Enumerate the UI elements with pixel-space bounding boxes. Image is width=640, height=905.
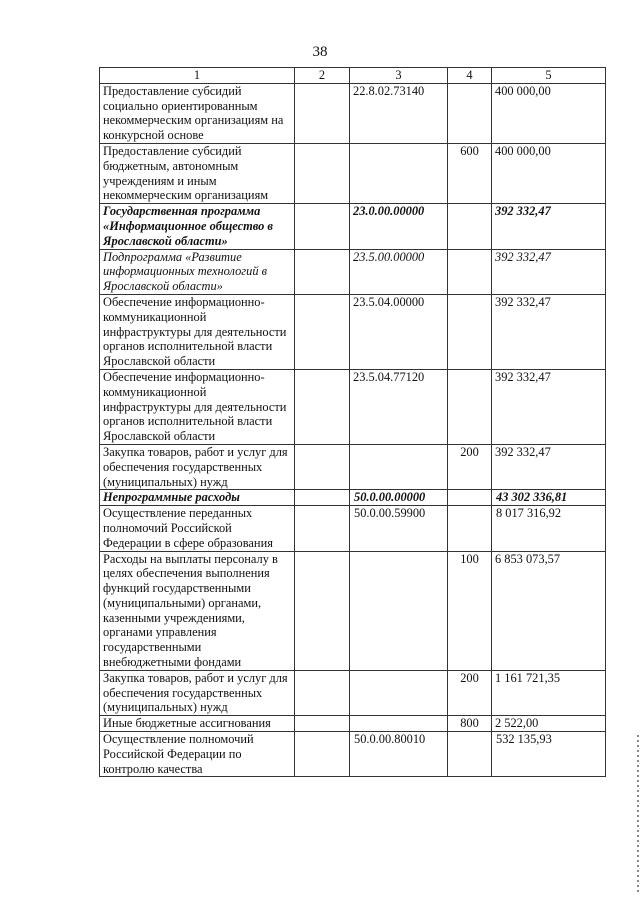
row-name-cell: Закупка товаров, работ и услуг для обеспечения государственных (муниципальных) нужд <box>100 444 295 489</box>
row-col2-cell <box>295 369 350 444</box>
row-name-cell: Предоставление субсидий социально ориентированным некоммерческим организациям на конкурсной основе <box>100 83 295 143</box>
row-col2-cell <box>295 204 350 249</box>
table-row <box>100 732 606 777</box>
column-header: 5 <box>492 68 606 84</box>
row-col2-cell <box>295 249 350 294</box>
table-header-row <box>100 68 606 84</box>
row-code-cell: 50.0.00.80010 <box>350 732 448 777</box>
row-col2-cell <box>295 83 350 143</box>
scan-edge-mark <box>637 735 639 895</box>
row-col2-cell <box>295 490 350 506</box>
row-name-cell: Обеспечение информационно-коммуникационной инфраструктуры для деятельности органов исполнительной власти Ярославской области <box>100 294 295 369</box>
table-row <box>100 506 606 551</box>
row-code-cell <box>350 551 448 670</box>
row-code-cell <box>350 444 448 489</box>
table-row <box>100 83 606 143</box>
row-name-cell: Подпрограмма «Развитие информационных технологий в Ярославской области» <box>100 249 295 294</box>
row-code-cell: 23.0.00.00000 <box>350 204 448 249</box>
row-code-cell <box>350 716 448 732</box>
row-code-cell: 23.5.00.00000 <box>350 249 448 294</box>
column-header: 3 <box>350 68 448 84</box>
row-type-cell <box>448 506 492 551</box>
row-col2-cell <box>295 732 350 777</box>
row-amount-cell: 1 161 721,35 <box>492 670 606 715</box>
row-col2-cell <box>295 670 350 715</box>
row-name-cell: Предоставление субсидий бюджетным, автономным учреждениям и иным некоммерческим организациям <box>100 143 295 203</box>
page-number: 38 <box>312 44 328 60</box>
table-row <box>100 670 606 715</box>
row-type-cell <box>448 732 492 777</box>
row-amount-cell: 392 332,47 <box>492 204 606 249</box>
row-name-cell: Закупка товаров, работ и услуг для обеспечения государственных (муниципальных) нужд <box>100 670 295 715</box>
table-row <box>100 444 606 489</box>
row-amount-cell: 2 522,00 <box>492 716 606 732</box>
row-amount-cell: 532 135,93 <box>492 732 606 777</box>
column-header: 4 <box>448 68 492 84</box>
row-code-cell: 50.0.00.59900 <box>350 506 448 551</box>
row-amount-cell: 400 000,00 <box>492 83 606 143</box>
row-type-cell: 200 <box>448 444 492 489</box>
table-body <box>100 83 606 777</box>
row-code-cell: 50.0.00.00000 <box>350 490 448 506</box>
row-col2-cell <box>295 143 350 203</box>
row-type-cell <box>448 369 492 444</box>
table-row <box>100 716 606 732</box>
row-type-cell: 600 <box>448 143 492 203</box>
row-type-cell: 800 <box>448 716 492 732</box>
column-header: 2 <box>295 68 350 84</box>
row-col2-cell <box>295 506 350 551</box>
row-code-cell: 23.5.04.00000 <box>350 294 448 369</box>
row-type-cell <box>448 83 492 143</box>
row-code-cell <box>350 670 448 715</box>
row-name-cell: Непрограммные расходы <box>100 490 295 506</box>
row-type-cell <box>448 204 492 249</box>
row-amount-cell: 392 332,47 <box>492 294 606 369</box>
row-amount-cell: 392 332,47 <box>492 444 606 489</box>
row-name-cell: Государственная программа «Информационное общество в Ярославской области» <box>100 204 295 249</box>
row-type-cell <box>448 249 492 294</box>
row-name-cell: Осуществление полномочий Российской Федерации по контролю качества <box>100 732 295 777</box>
row-name-cell: Осуществление переданных полномочий Российской Федерации в сфере образования <box>100 506 295 551</box>
table-row <box>100 369 606 444</box>
row-type-cell: 200 <box>448 670 492 715</box>
row-name-cell: Иные бюджетные ассигнования <box>100 716 295 732</box>
table-row <box>100 249 606 294</box>
column-header: 1 <box>100 68 295 84</box>
row-col2-cell <box>295 444 350 489</box>
table-row <box>100 551 606 670</box>
budget-table <box>99 67 606 777</box>
table-row <box>100 490 606 506</box>
row-amount-cell: 400 000,00 <box>492 143 606 203</box>
row-col2-cell <box>295 551 350 670</box>
row-amount-cell: 6 853 073,57 <box>492 551 606 670</box>
row-type-cell <box>448 490 492 506</box>
row-col2-cell <box>295 294 350 369</box>
table-row <box>100 143 606 203</box>
table-row <box>100 204 606 249</box>
table-row <box>100 294 606 369</box>
row-amount-cell: 392 332,47 <box>492 369 606 444</box>
row-code-cell: 22.8.02.73140 <box>350 83 448 143</box>
row-type-cell: 100 <box>448 551 492 670</box>
row-amount-cell: 8 017 316,92 <box>492 506 606 551</box>
row-type-cell <box>448 294 492 369</box>
row-code-cell: 23.5.04.77120 <box>350 369 448 444</box>
row-amount-cell: 392 332,47 <box>492 249 606 294</box>
row-amount-cell: 43 302 336,81 <box>492 490 606 506</box>
row-name-cell: Обеспечение информационно-коммуникационной инфраструктуры для деятельности органов исполнительной власти Ярославской области <box>100 369 295 444</box>
row-col2-cell <box>295 716 350 732</box>
row-name-cell: Расходы на выплаты персоналу в целях обеспечения выполнения функций государственными (муниципальными) органами, казенными учреждениями, органами управления государственными внебюджетными фондами <box>100 551 295 670</box>
row-code-cell <box>350 143 448 203</box>
